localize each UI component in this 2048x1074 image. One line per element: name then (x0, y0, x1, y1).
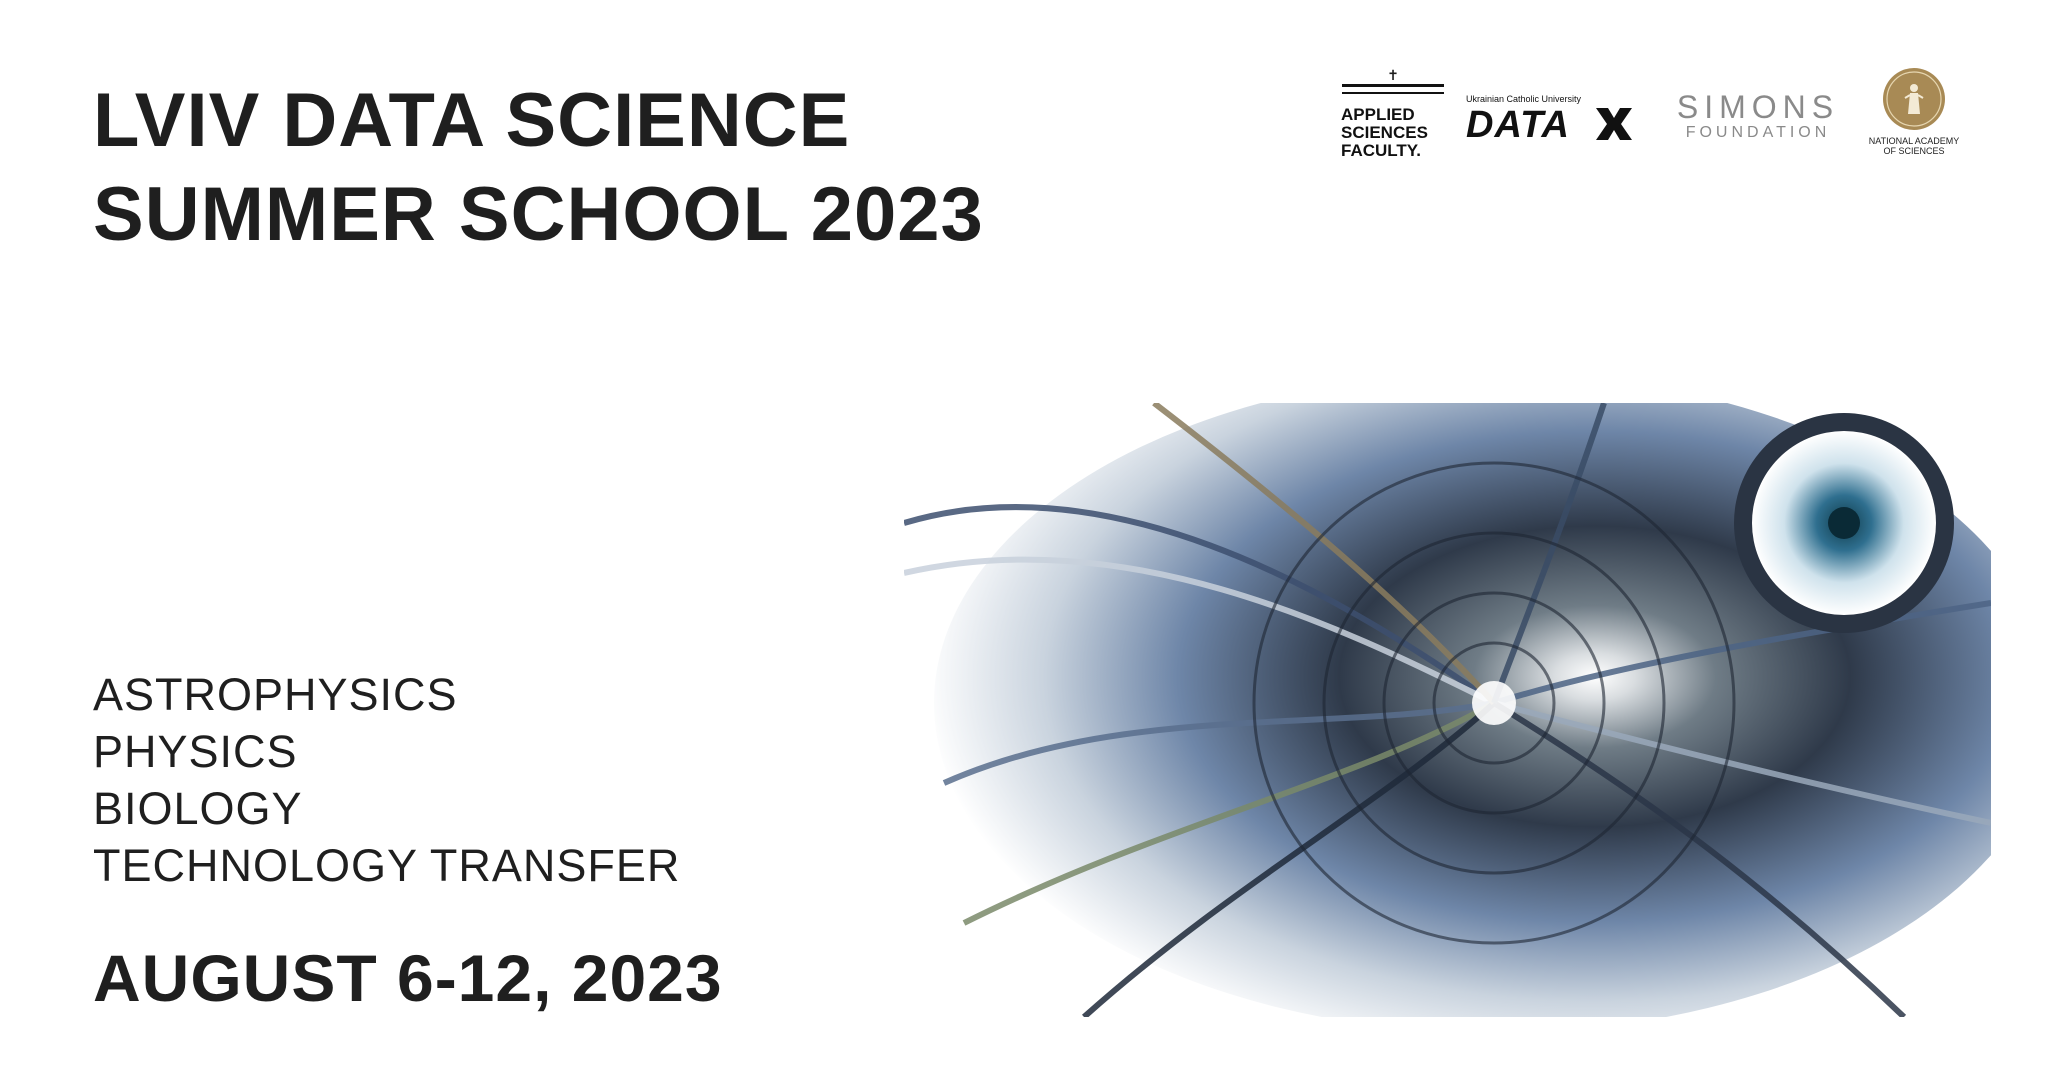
nas-logo-line-1: NATIONAL ACADEMY (1868, 136, 1960, 146)
datax-logo-wordmark: DATA (1466, 104, 1570, 146)
title-line-2: SUMMER SCHOOL 2023 (93, 172, 984, 257)
fractal-artwork-image (904, 403, 1991, 1017)
nas-logo-line-2: OF SCIENCES (1883, 146, 1945, 156)
title-line-1: LVIV DATA SCIENCE (93, 78, 851, 163)
fractal-spiral-icon (904, 403, 1991, 1017)
asf-logo-line-2: SCIENCES (1341, 123, 1428, 142)
topics-list (93, 666, 680, 894)
datax-logo (1466, 94, 1652, 144)
national-academy-logo (1866, 68, 1962, 160)
event-dates: AUGUST 6-12, 2023 (93, 941, 723, 1015)
asf-logo-line-1: APPLIED (1341, 105, 1415, 124)
datax-logo-caption: Ukrainian Catholic University (1466, 94, 1582, 104)
topic-item: PHYSICS (93, 726, 298, 777)
topic-item: ASTROPHYSICS (93, 669, 458, 720)
simons-foundation-logo (1668, 90, 1848, 146)
simons-logo-line-2: FOUNDATION (1685, 124, 1831, 141)
simons-logo-line-1: SIMONS (1676, 89, 1840, 125)
topic-item: BIOLOGY (93, 783, 303, 834)
event-title (93, 74, 984, 262)
applied-sciences-faculty-logo: ✝ APPLIED SCIENCES FACULTY. (1338, 68, 1448, 164)
x-mark-icon (1592, 104, 1636, 144)
asf-logo-line-3: FACULTY (1341, 141, 1417, 160)
academy-seal-icon (1883, 68, 1945, 130)
cross-icon: ✝ (1387, 67, 1399, 83)
topic-item: TECHNOLOGY TRANSFER (93, 840, 681, 891)
